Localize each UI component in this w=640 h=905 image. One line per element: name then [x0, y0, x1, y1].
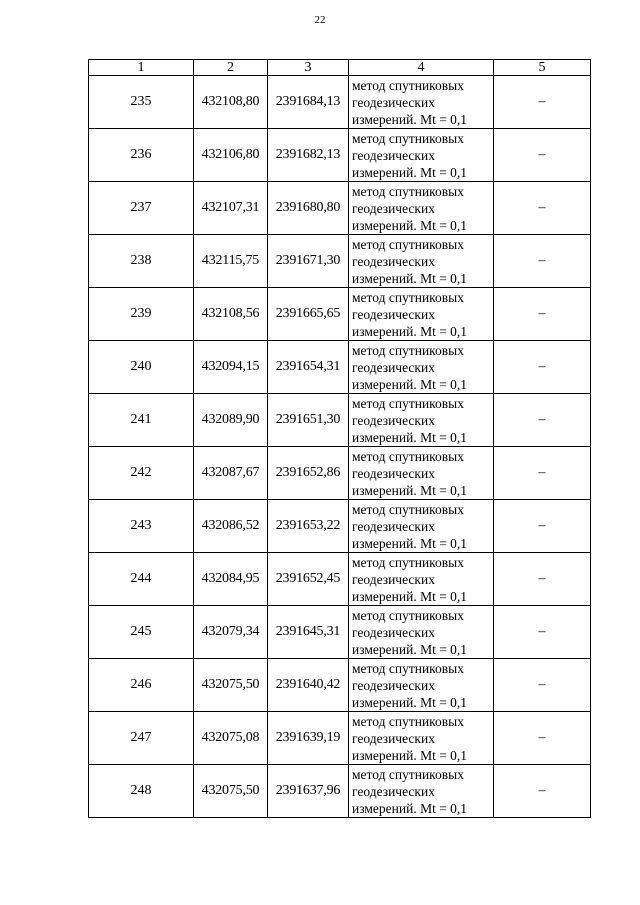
- method-line: метод спутниковых: [352, 766, 464, 782]
- y-coordinate-cell: 2391682,13: [268, 129, 349, 182]
- method-cell: [349, 182, 494, 235]
- method-line: метод спутниковых: [352, 554, 464, 570]
- method-line: измерений. Mt = 0,1: [352, 323, 468, 339]
- method-line: метод спутниковых: [352, 183, 464, 199]
- method-line: геодезических: [352, 253, 435, 269]
- method-line: метод спутниковых: [352, 236, 464, 252]
- table-row: [89, 341, 591, 394]
- table-row: [89, 394, 591, 447]
- method-cell: [349, 288, 494, 341]
- method-line: метод спутниковых: [352, 130, 464, 146]
- method-line: измерений. Mt = 0,1: [352, 800, 468, 816]
- method-line: геодезических: [352, 412, 435, 428]
- column-header-2: 2: [194, 60, 268, 76]
- column-header-4: 4: [349, 60, 494, 76]
- x-coordinate-cell: 432087,67: [194, 447, 268, 500]
- table-row: [89, 288, 591, 341]
- method-line: геодезических: [352, 359, 435, 375]
- point-number-cell: 237: [89, 182, 194, 235]
- point-number-cell: 239: [89, 288, 194, 341]
- method-cell: [349, 341, 494, 394]
- method-line: метод спутниковых: [352, 77, 464, 93]
- method-cell: [349, 129, 494, 182]
- table-body: [89, 76, 591, 818]
- note-cell: –: [494, 765, 591, 818]
- method-line: метод спутниковых: [352, 607, 464, 623]
- x-coordinate-cell: 432079,34: [194, 606, 268, 659]
- method-cell: [349, 659, 494, 712]
- note-cell: –: [494, 712, 591, 765]
- method-cell: [349, 712, 494, 765]
- method-line: измерений. Mt = 0,1: [352, 429, 468, 445]
- point-number-cell: 247: [89, 712, 194, 765]
- point-number-cell: 238: [89, 235, 194, 288]
- method-line: геодезических: [352, 147, 435, 163]
- x-coordinate-cell: 432075,50: [194, 765, 268, 818]
- point-number-cell: 248: [89, 765, 194, 818]
- y-coordinate-cell: 2391680,80: [268, 182, 349, 235]
- coordinates-table: [88, 59, 591, 818]
- note-cell: –: [494, 76, 591, 129]
- column-header-5: 5: [494, 60, 591, 76]
- x-coordinate-cell: 432094,15: [194, 341, 268, 394]
- table-row: [89, 606, 591, 659]
- method-line: метод спутниковых: [352, 289, 464, 305]
- method-cell: [349, 606, 494, 659]
- method-line: измерений. Mt = 0,1: [352, 641, 468, 657]
- table-row: [89, 659, 591, 712]
- method-line: измерений. Mt = 0,1: [352, 111, 468, 127]
- note-cell: –: [494, 341, 591, 394]
- column-header-1: 1: [89, 60, 194, 76]
- page-number: 22: [314, 14, 326, 26]
- y-coordinate-cell: 2391665,65: [268, 288, 349, 341]
- method-line: метод спутниковых: [352, 713, 464, 729]
- table-row: [89, 553, 591, 606]
- y-coordinate-cell: 2391639,19: [268, 712, 349, 765]
- x-coordinate-cell: 432089,90: [194, 394, 268, 447]
- note-cell: –: [494, 500, 591, 553]
- method-cell: [349, 76, 494, 129]
- method-cell: [349, 235, 494, 288]
- point-number-cell: 240: [89, 341, 194, 394]
- note-cell: –: [494, 182, 591, 235]
- point-number-cell: 244: [89, 553, 194, 606]
- y-coordinate-cell: 2391653,22: [268, 500, 349, 553]
- method-line: геодезических: [352, 200, 435, 216]
- note-cell: –: [494, 447, 591, 500]
- method-line: геодезических: [352, 624, 435, 640]
- method-cell: [349, 394, 494, 447]
- method-line: геодезических: [352, 465, 435, 481]
- method-line: измерений. Mt = 0,1: [352, 217, 468, 233]
- note-cell: –: [494, 659, 591, 712]
- method-line: геодезических: [352, 94, 435, 110]
- table-row: [89, 712, 591, 765]
- table-row: [89, 76, 591, 129]
- y-coordinate-cell: 2391671,30: [268, 235, 349, 288]
- method-line: метод спутниковых: [352, 660, 464, 676]
- note-cell: –: [494, 288, 591, 341]
- table-header-row: [89, 60, 591, 76]
- method-cell: [349, 447, 494, 500]
- method-line: измерений. Mt = 0,1: [352, 482, 468, 498]
- table-row: [89, 447, 591, 500]
- table-row: [89, 235, 591, 288]
- method-cell: [349, 553, 494, 606]
- y-coordinate-cell: 2391651,30: [268, 394, 349, 447]
- point-number-cell: 241: [89, 394, 194, 447]
- method-line: метод спутниковых: [352, 501, 464, 517]
- point-number-cell: 246: [89, 659, 194, 712]
- y-coordinate-cell: 2391640,42: [268, 659, 349, 712]
- x-coordinate-cell: 432075,50: [194, 659, 268, 712]
- y-coordinate-cell: 2391652,86: [268, 447, 349, 500]
- x-coordinate-cell: 432084,95: [194, 553, 268, 606]
- method-line: метод спутниковых: [352, 342, 464, 358]
- point-number-cell: 243: [89, 500, 194, 553]
- method-line: геодезических: [352, 677, 435, 693]
- method-line: геодезических: [352, 306, 435, 322]
- table-row: [89, 765, 591, 818]
- note-cell: –: [494, 235, 591, 288]
- point-number-cell: 236: [89, 129, 194, 182]
- y-coordinate-cell: 2391684,13: [268, 76, 349, 129]
- note-cell: –: [494, 553, 591, 606]
- table-row: [89, 129, 591, 182]
- point-number-cell: 235: [89, 76, 194, 129]
- y-coordinate-cell: 2391637,96: [268, 765, 349, 818]
- method-line: измерений. Mt = 0,1: [352, 270, 468, 286]
- method-line: геодезических: [352, 783, 435, 799]
- note-cell: –: [494, 394, 591, 447]
- method-line: измерений. Mt = 0,1: [352, 694, 468, 710]
- method-line: геодезических: [352, 730, 435, 746]
- note-cell: –: [494, 606, 591, 659]
- x-coordinate-cell: 432106,80: [194, 129, 268, 182]
- method-line: геодезических: [352, 518, 435, 534]
- method-line: измерений. Mt = 0,1: [352, 376, 468, 392]
- method-cell: [349, 500, 494, 553]
- y-coordinate-cell: 2391652,45: [268, 553, 349, 606]
- x-coordinate-cell: 432115,75: [194, 235, 268, 288]
- point-number-cell: 245: [89, 606, 194, 659]
- method-line: измерений. Mt = 0,1: [352, 164, 468, 180]
- table-row: [89, 500, 591, 553]
- x-coordinate-cell: 432107,31: [194, 182, 268, 235]
- note-cell: –: [494, 129, 591, 182]
- method-line: метод спутниковых: [352, 448, 464, 464]
- method-line: метод спутниковых: [352, 395, 464, 411]
- x-coordinate-cell: 432086,52: [194, 500, 268, 553]
- y-coordinate-cell: 2391654,31: [268, 341, 349, 394]
- method-line: измерений. Mt = 0,1: [352, 535, 468, 551]
- method-cell: [349, 765, 494, 818]
- x-coordinate-cell: 432108,80: [194, 76, 268, 129]
- method-line: измерений. Mt = 0,1: [352, 588, 468, 604]
- method-line: измерений. Mt = 0,1: [352, 747, 468, 763]
- table-row: [89, 182, 591, 235]
- x-coordinate-cell: 432108,56: [194, 288, 268, 341]
- point-number-cell: 242: [89, 447, 194, 500]
- method-line: геодезических: [352, 571, 435, 587]
- column-header-3: 3: [268, 60, 349, 76]
- x-coordinate-cell: 432075,08: [194, 712, 268, 765]
- y-coordinate-cell: 2391645,31: [268, 606, 349, 659]
